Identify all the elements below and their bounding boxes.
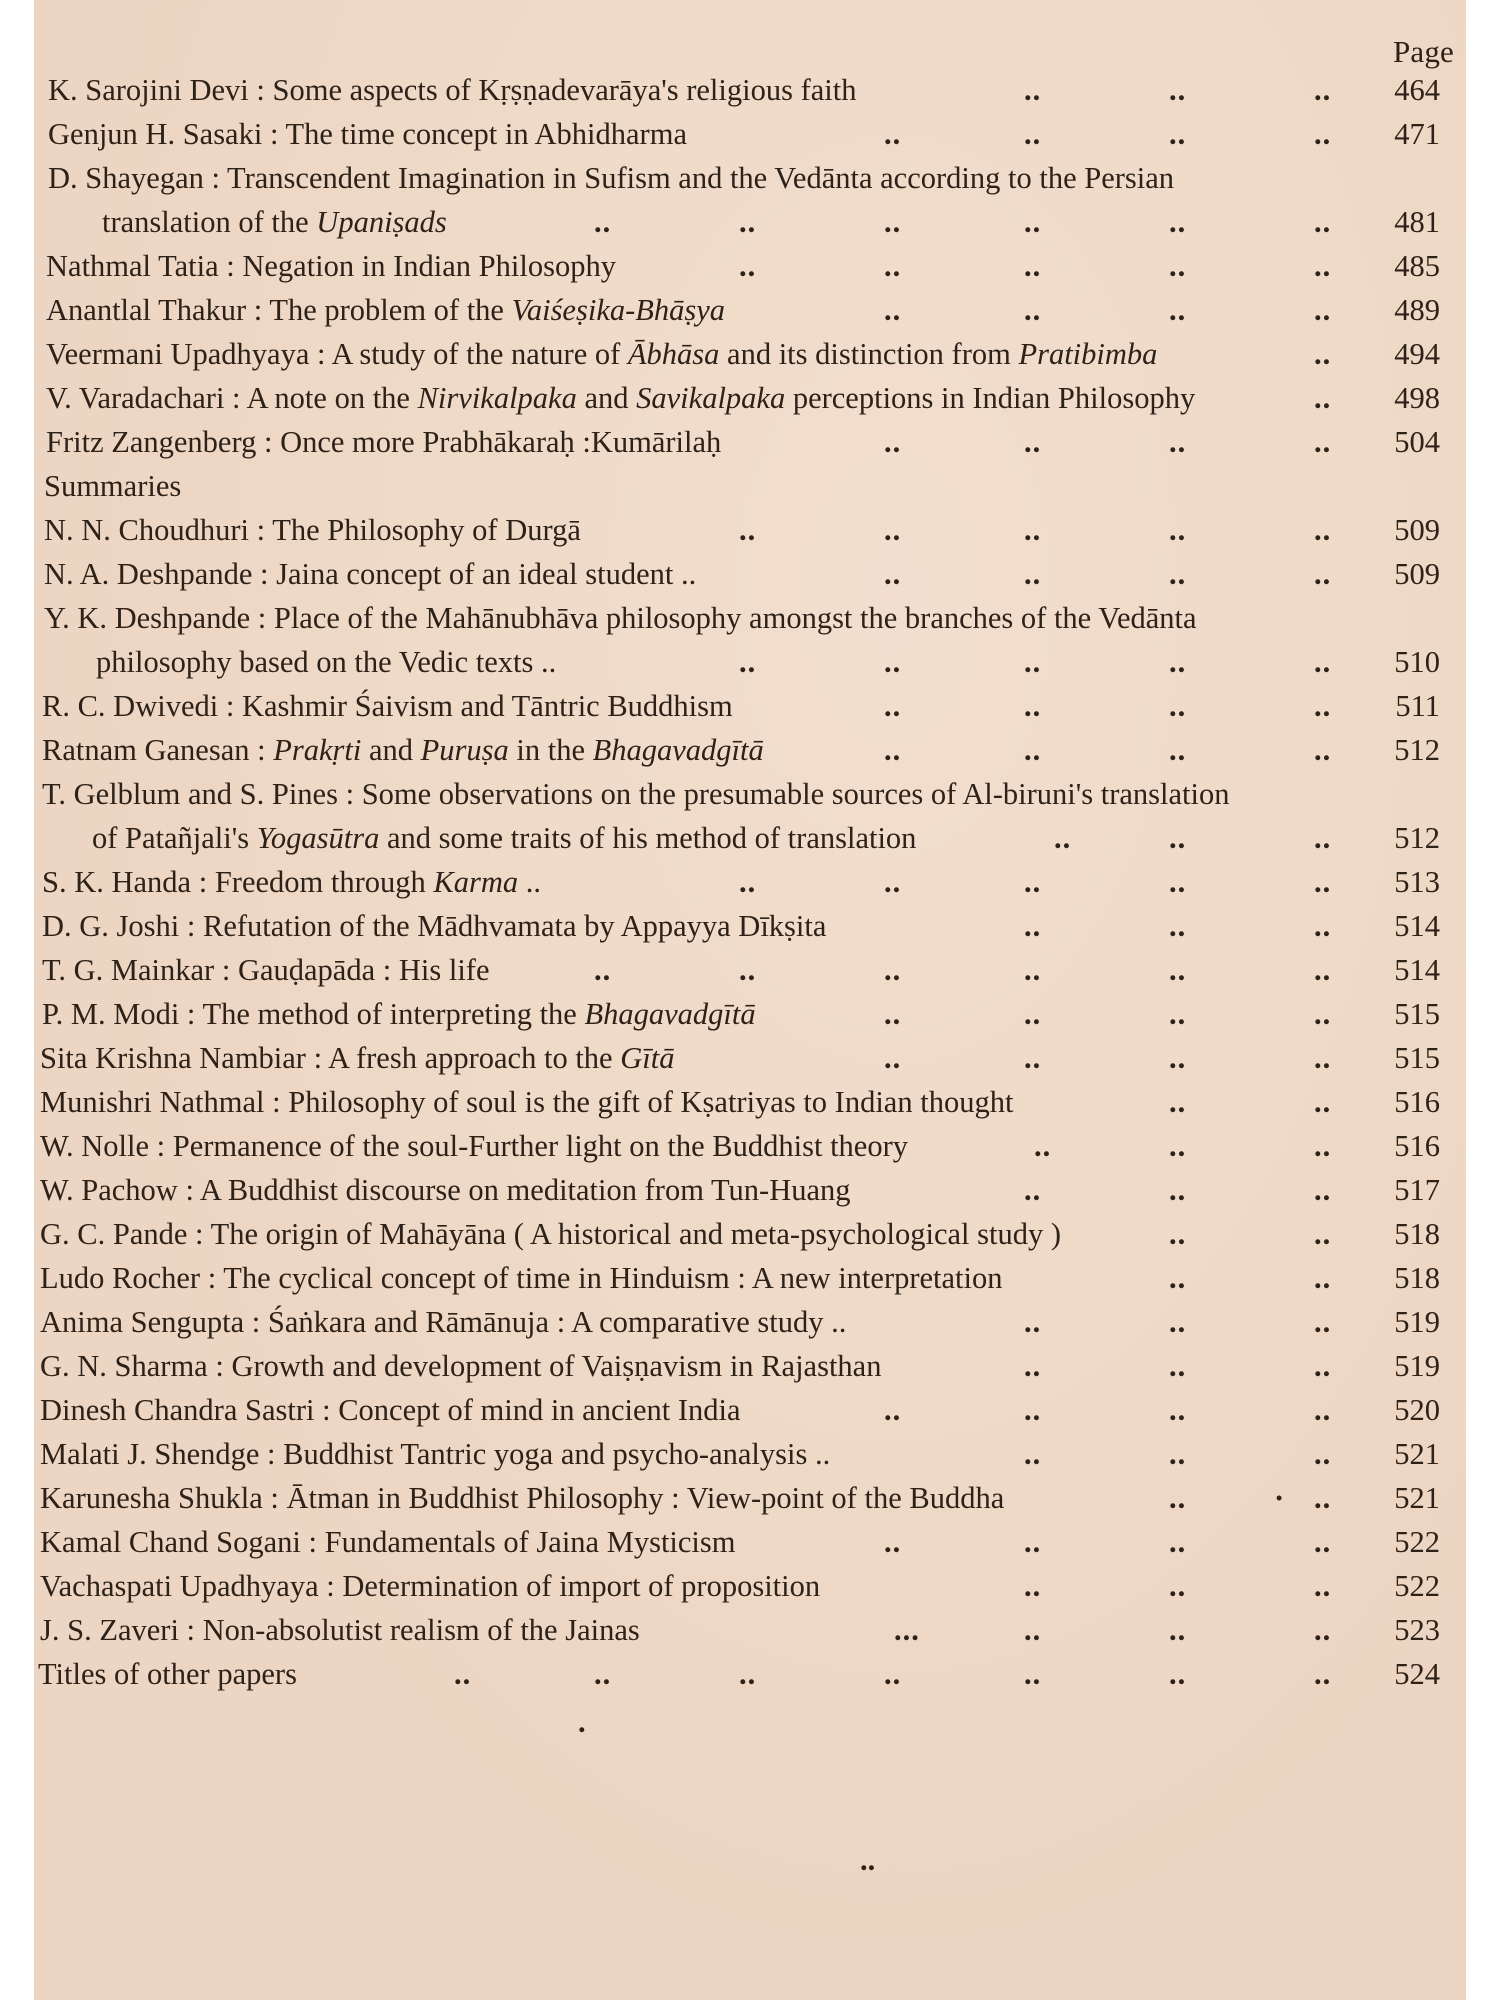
entry-page: 509 (1394, 513, 1440, 547)
entry-page: 514 (1394, 909, 1440, 943)
entry-page: 510 (1394, 645, 1440, 679)
entry-page: 504 (1394, 425, 1440, 459)
leader-dots: .. .. .. .. (884, 997, 1332, 1031)
entry-title: Negation in Indian Philosophy (242, 249, 616, 283)
leader-dots: .. .. .. .. .. .. (594, 953, 1332, 987)
entry-page: 521 (1394, 1437, 1440, 1471)
entry-author: T. Gelblum and S. Pines (42, 777, 338, 811)
entry-page: 512 (1394, 821, 1440, 855)
entry-author: G. C. Pande (40, 1217, 188, 1251)
entry-title: Ātman in Buddhist Philosophy : View-point of the Buddha (286, 1481, 1005, 1515)
entry-author: Kamal Chand Sogani (40, 1525, 301, 1559)
entry-page: 498 (1394, 381, 1440, 415)
entry-title: Some aspects of Kṛṣṇadevarāya's religious faith (272, 73, 857, 107)
entry-title: Gauḍapāda : His life (237, 953, 490, 987)
entry-author: Ludo Rocher (40, 1261, 201, 1295)
entry-title: in the (508, 733, 593, 767)
entry-title-italic: Gītā (620, 1041, 675, 1075)
entry-title-italic: Upaniṣads (316, 205, 447, 239)
leader-dots: .. .. (1169, 1217, 1332, 1251)
entry-author: W. Pachow (40, 1173, 178, 1207)
entry-author: N. N. Choudhuri (44, 513, 250, 547)
entry-page: 522 (1394, 1569, 1440, 1603)
entry-title: Permanence of the soul-Further light on the Buddhist theory (172, 1129, 908, 1163)
entry-author: Sita Krishna Nambiar (40, 1041, 306, 1075)
entry-author: R. C. Dwivedi (42, 689, 219, 723)
entry-page: 522 (1394, 1525, 1440, 1559)
entry-title: and its distinction from (719, 337, 1019, 371)
entry-title: Non-absolutist realism of the Jainas (202, 1613, 640, 1647)
entry-author: D. Shayegan (48, 161, 204, 195)
leader-dots: .. .. .. (1024, 73, 1332, 107)
leader-dots: .. .. .. .. (884, 293, 1332, 327)
entry-author: V. Varadachari (46, 381, 225, 415)
entry-author: Genjun H. Sasaki (48, 117, 263, 151)
entry-author: Veermani Upadhyaya (46, 337, 310, 371)
entry-title-line1: Transcendent Imagination in Sufism and the Vedānta according to the Persian (227, 161, 1175, 195)
entry-title-italic: Karma (433, 865, 519, 899)
entry-author: Vachaspati Upadhyaya (40, 1569, 319, 1603)
entry-title: Śaṅkara and Rāmānuja : A comparative study .. (267, 1305, 847, 1339)
entry-title: Kashmir Śaivism and Tāntric Buddhism (241, 689, 733, 723)
leader-dots: .. .. .. .. (884, 689, 1332, 723)
entry-title: Freedom through (214, 865, 434, 899)
entry-title: Growth and development of Vaiṣṇavism in Rajasthan (231, 1349, 882, 1383)
entry-title: perceptions in Indian Philosophy (785, 381, 1196, 415)
entry-page: 513 (1394, 865, 1440, 899)
stray-dot: . (578, 1705, 586, 1739)
entry-page: 524 (1394, 1657, 1440, 1691)
entry-title-italic: Prakṛti (273, 733, 362, 767)
entry-page: 518 (1394, 1261, 1440, 1295)
entry-title-italic: Pratibimba (1018, 337, 1158, 371)
entry-page: 515 (1394, 1041, 1440, 1075)
leader-dots: .. (1314, 381, 1332, 415)
entry-title: The Philosophy of Durgā (272, 513, 581, 547)
entry-title-italic: Ābhāsa (627, 337, 720, 371)
entry-title-line1: Place of the Mahānubhāva philosophy amongst the branches of the Vedānta (273, 601, 1197, 635)
entry-page: 464 (1394, 73, 1440, 107)
entry-title: Once more Prabhākaraḥ :Kumārilaḥ (280, 425, 722, 459)
entry-author: Malati J. Shendge (40, 1437, 260, 1471)
entry-author: D. G. Joshi (42, 909, 180, 943)
entry-page: 518 (1394, 1217, 1440, 1251)
leader-dots: .. .. .. .. (884, 733, 1332, 767)
entry-title: A fresh approach to the (328, 1041, 621, 1075)
entry-page: 489 (1394, 293, 1440, 327)
entry-page: 516 (1394, 1129, 1440, 1163)
entry-page: 494 (1394, 337, 1440, 371)
leader-dots: .. .. .. .. (884, 425, 1332, 459)
entry-title: and (576, 381, 637, 415)
entry-title-italic: Vaiśeṣika-Bhāṣya (511, 293, 726, 327)
leader-dots: .. · .. (1169, 1481, 1332, 1515)
entry-title-line2: philosophy based on the Vedic texts .. (96, 645, 557, 679)
entry-title: A study of the nature of (331, 337, 628, 371)
leader-dots: .. .. .. .. .. (739, 645, 1332, 679)
entry-title-line2: and some traits of his method of translation (379, 821, 917, 855)
entry-author: Y. K. Deshpande (44, 601, 251, 635)
entry-author: W. Nolle (40, 1129, 149, 1163)
entry-page: 520 (1394, 1393, 1440, 1427)
entry-title: Fundamentals of Jaina Mysticism (324, 1525, 736, 1559)
entry-title-italic: Nirvikalpaka (417, 381, 577, 415)
entry-page: 511 (1395, 689, 1440, 723)
leader-dots: .. .. .. .. (884, 1393, 1332, 1427)
leader-dots: .. .. .. .. .. .. (594, 205, 1332, 239)
book-page: Page K. Sarojini Devi : Some aspects of Kṛṣṇadevarāya's religious faith .. .. .. 464 Genjun H. Sasaki : The time concept in Abhidharma .. .. .. .. 471 D. Shayegan : Transcendent Imagination in Sufism and the Vedānta according to the Persian translation of the Upaniṣads .. .. .. .. .. .. 481 Nathmal Tatia : Negation in Indian Philosophy .. .. .. .. .. 485 Anantlal Thakur : The problem of the Vaiśeṣika-Bhāṣya .. .. .. .. 489 Veermani Upadhyaya : A study of the nature of Ābhāsa and its distinction from Pratibimba .. 494 V. Varadachari : A note on the Nirvikalpaka and Savikalpaka perceptions in Indian Philosophy .. 498 Fritz Zangenberg : Once more Prabhākaraḥ :Kumārilaḥ .. .. .. .. 504 Summaries N. N. Choudhuri : The Philosophy of Durgā .. .. .. .. .. 509 N. A. Deshpande : Jaina concept of an ideal student .. .. .. .. .. 509 Y. K. Deshpande : Place of the Mahānubhāva philosophy amongst the branches of the Vedānta philosophy based on the Vedic texts .. .. .. .. .. .. 510 R. C. Dwivedi : Kashmir Śaivism and Tāntric Buddhism .. .. .. .. 511 Ratnam Ganesan : Prakṛti and Puruṣa in the Bhagavadgītā .. .. .. .. 512 T. Gelblum and S. Pines : Some observations on the presumable sources of Al-biruni's translation of Patañjali's Yogasūtra and some traits of his method of translation .. .. .. 512 S. K. Handa : Freedom through Karma .. .. .. .. .. .. 513 D. G. Joshi : Refutation of the Mādhvamata by Appayya Dīkṣita .. .. .. 514 T. G. Mainkar : Gauḍapāda : His life .. .. .. .. .. .. 514 P. M. Modi : The method of interpreting the Bhagavadgītā .. .. .. .. 515 Sita Krishna Nambiar : A fresh approach to the Gītā .. .. .. .. 515 Munishri Nathmal : Philosophy of soul is the gift of Kṣatriyas to Indian thought .. .. 516 W. Nolle : Permanence of the soul-Further light on the Buddhist theory .. .. .. 516 W. Pachow : A Buddhist discourse on meditation from Tun-Huang .. .. .. 517 G. C. Pande : The origin of Mahāyāna ( A historical and meta-psychological study ) .. .. 518 Ludo Rocher : The cyclical concept of time in Hinduism : A new interpretation .. .. 518 Anima Sengupta : Śaṅkara and Rāmānuja : A comparative study .. .. .. .. 519 G. N. Sharma : Growth and development of Vaiṣṇavism in Rajasthan .. .. .. 519 Dinesh Chandra Sastri : Concept of mind in ancient India .. .. .. .. 520 Malati J. Shendge : Buddhist Tantric yoga and psycho-analysis .. .. .. .. 521 Karunesha Shukla : Ātman in Buddhist Philosophy : View-point of the Buddha .. · .. 521 Kamal Chand Sogani : Fundamentals of Jaina Mysticism .. .. .. .. 522 Vachaspati Upadhyaya : Determination of import of proposition .. .. .. 522 J. S. Zaveri : Non-absolutist realism of the Jainas ... .. .. .. 523 Titles of other papers .. .. .. .. .. .. .. 524 . .. (34, 0, 1466, 2000)
entry-page: 521 (1394, 1481, 1440, 1515)
entry-page: 514 (1394, 953, 1440, 987)
entry-author: G. N. Sharma (40, 1349, 208, 1383)
entry-title: and (361, 733, 421, 767)
entry-title: The method of interpreting the (202, 997, 585, 1031)
entry-page: 519 (1394, 1349, 1440, 1383)
entry-author: Ratnam Ganesan (42, 733, 250, 767)
leader-dots: .. .. (1169, 1085, 1332, 1119)
entry-title-italic: Bhagavadgītā (584, 997, 756, 1031)
leader-dots: .. .. .. .. (884, 117, 1332, 151)
entry-title: Refutation of the Mādhvamata by Appayya Dīkṣita (203, 909, 827, 943)
entry-author: Dinesh Chandra Sastri (40, 1393, 315, 1427)
entry-title-italic: Puruṣa (420, 733, 509, 767)
entry-title-line2: translation of the (102, 205, 317, 239)
leader-dots: .. .. .. (1024, 1437, 1332, 1471)
entry-page: 516 (1394, 1085, 1440, 1119)
entry-author: Anantlal Thakur (46, 293, 247, 327)
page-column-label: Page (1392, 34, 1454, 69)
leader-dots: .. .. .. .. (884, 557, 1332, 591)
entry-title: Titles of other papers (38, 1657, 297, 1691)
entry-title: .. (518, 865, 542, 899)
entry-page: 485 (1394, 249, 1440, 283)
entry-title: Philosophy of soul is the gift of Kṣatriyas to Indian thought (288, 1085, 1014, 1119)
entry-title: Concept of mind in ancient India (338, 1393, 741, 1427)
entry-author: Fritz Zangenberg (46, 425, 257, 459)
entry-title: The origin of Mahāyāna ( A historical and meta-psychological study ) (210, 1217, 1061, 1251)
entry-page: 523 (1394, 1613, 1440, 1647)
entry-title: Buddhist Tantric yoga and psycho-analysis .. (283, 1437, 831, 1471)
entry-title-italic: Yogasūtra (256, 821, 380, 855)
leader-dots: .. .. .. (1024, 1349, 1332, 1383)
leader-dots: .. .. .. (1024, 1569, 1332, 1603)
entry-title-line2: of Patañjali's (92, 821, 257, 855)
leader-dots: .. .. .. (1024, 1173, 1332, 1207)
entry-page: 515 (1394, 997, 1440, 1031)
entry-author: S. K. Handa (42, 865, 192, 899)
entry-title: Jaina concept of an ideal student .. (276, 557, 697, 591)
section-heading-text: Summaries (44, 469, 182, 503)
entry-title-line1: Some observations on the presumable sources of Al-biruni's translation (361, 777, 1230, 811)
leader-dots: .. (1314, 337, 1332, 371)
entry-author: Munishri Nathmal (40, 1085, 265, 1119)
entry-title-italic: Savikalpaka (636, 381, 786, 415)
entry-page: 481 (1394, 205, 1440, 239)
entry-title: A Buddhist discourse on meditation from Tun-Huang (199, 1173, 851, 1207)
entry-author: Anima Sengupta (40, 1305, 245, 1339)
entry-author: T. G. Mainkar (42, 953, 215, 987)
leader-dots: .. .. .. .. .. (739, 513, 1332, 547)
entry-title: A note on the (246, 381, 418, 415)
entry-author: Nathmal Tatia (46, 249, 219, 283)
leader-dots: .. .. (1169, 1261, 1332, 1295)
entry-page: 509 (1394, 557, 1440, 591)
leader-dots: .. .. .. .. .. (739, 249, 1332, 283)
entry-author: Karunesha Shukla (40, 1481, 263, 1515)
leader-dots: .. .. .. (1024, 909, 1332, 943)
leader-dots: .. .. .. (1024, 1305, 1332, 1339)
entry-title-italic: Bhagavadgītā (592, 733, 764, 767)
leader-dots: .. .. .. .. (884, 1041, 1332, 1075)
entry-author: J. S. Zaveri (40, 1613, 179, 1647)
leader-dots: .. .. .. (1054, 821, 1332, 855)
entry-author: P. M. Modi (42, 997, 180, 1031)
entry-page: 517 (1394, 1173, 1440, 1207)
entry-page: 519 (1394, 1305, 1440, 1339)
entry-title: Determination of import of proposition (342, 1569, 821, 1603)
entry-author: K. Sarojini Devi (48, 73, 249, 107)
entry-author: N. A. Deshpande (44, 557, 253, 591)
leader-dots: .. .. .. (1034, 1129, 1332, 1163)
entry-title: The problem of the (269, 293, 512, 327)
leader-dots: .. .. .. .. .. .. .. (454, 1657, 1332, 1691)
entry-page: 471 (1394, 117, 1440, 151)
leader-dots: .. .. .. .. .. (739, 865, 1332, 899)
entry-title: The time concept in Abhidharma (285, 117, 687, 151)
stray-dots: .. (860, 1843, 876, 1877)
entry-page: 512 (1394, 733, 1440, 767)
leader-dots: ... .. .. .. (894, 1613, 1332, 1647)
leader-dots: .. .. .. .. (884, 1525, 1332, 1559)
entry-title: The cyclical concept of time in Hinduism : A new interpretation (223, 1261, 1003, 1295)
